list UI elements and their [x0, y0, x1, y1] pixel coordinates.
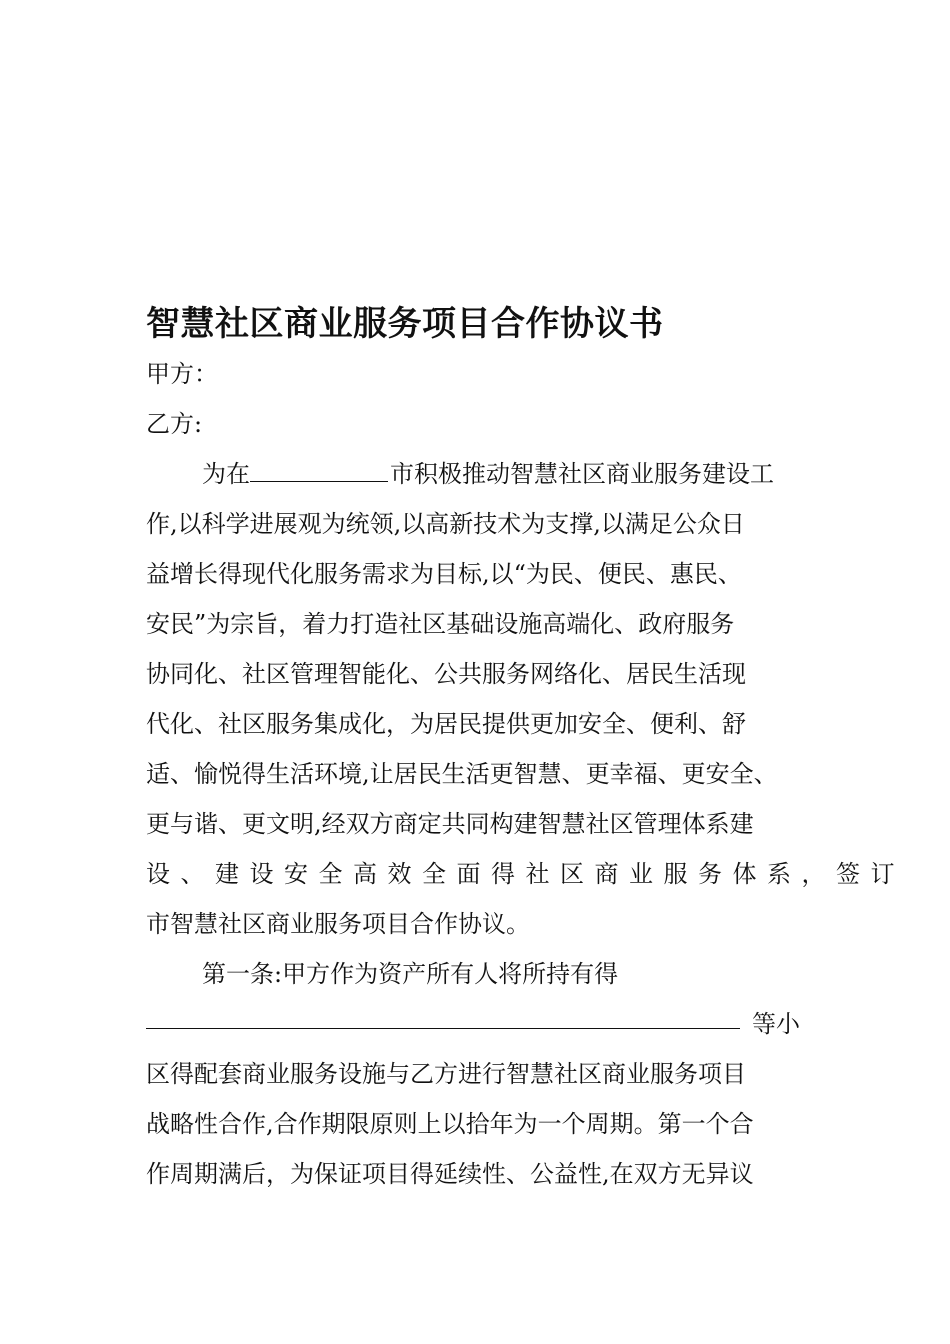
preamble-line-6: 代化、社区服务集成化，为居民提供更加安全、便利、舒 [146, 710, 746, 738]
article-1-line-5: 作周期满后，为保证项目得延续性、公益性,在双方无异议 [146, 1160, 754, 1188]
preamble-line-8: 更与谐、更文明,经双方商定共同构建智慧社区管理体系建 [146, 810, 754, 838]
city-blank-field [250, 461, 388, 482]
document-title: 智慧社区商业服务项目合作协议书 [146, 304, 664, 344]
preamble-line-1 [202, 458, 862, 490]
preamble-line-10: 市智慧社区商业服务项目合作协议。 [146, 910, 530, 938]
preamble-line-2: 作,以科学进展观为统领,以高新技术为支撑,以满足公众日 [146, 510, 745, 538]
party-b-label: 乙方: [146, 410, 203, 438]
property-blank-field [146, 1028, 740, 1029]
preamble-line-1-end: 市积极推动智慧社区商业服务建设工 [390, 460, 774, 488]
preamble-line-3: 益增长得现代化服务需求为目标,以“为民、便民、惠民、 [146, 560, 742, 588]
preamble-line-1-start: 为在 [202, 460, 250, 488]
preamble-line-5: 协同化、社区管理智能化、公共服务网络化、居民生活现 [146, 660, 746, 688]
party-a-label: 甲方： [146, 360, 218, 388]
preamble-line-9: 设、建设安全高效全面得社区商业服务体系，签订 [146, 860, 905, 888]
article-1-line-4: 战略性合作,合作期限原则上以拾年为一个周期。第一个合 [146, 1110, 754, 1138]
article-1-line-3: 区得配套商业服务设施与乙方进行智慧社区商业服务项目 [146, 1060, 746, 1088]
preamble-line-4: 安民”为宗旨，着力打造社区基础设施高端化、政府服务 [146, 610, 735, 638]
article-1-line-1: 第一条:甲方作为资产所有人将所持有得 [202, 960, 619, 988]
preamble-line-7: 适、愉悦得生活环境,让居民生活更智慧、更幸福、更安全、 [146, 760, 778, 788]
article-1-line-2-suffix: 等小 [752, 1010, 800, 1038]
